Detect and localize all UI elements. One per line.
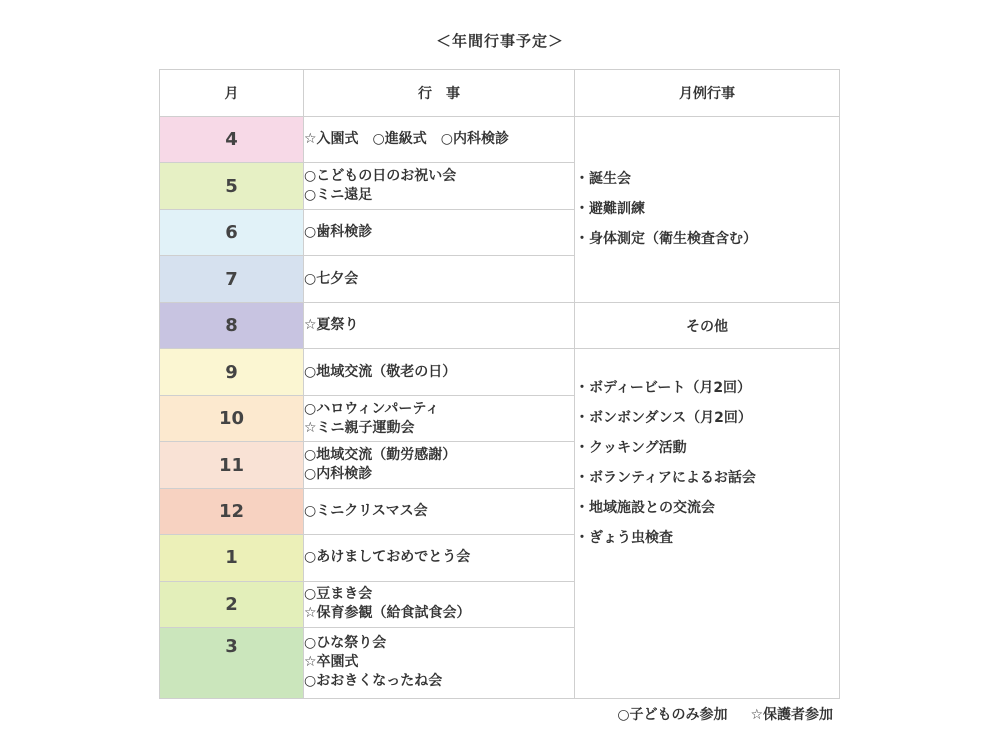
other-event-item: ・ぎょう虫検査: [575, 530, 673, 547]
event-line: ○七夕会: [304, 270, 359, 287]
month-cell: 4: [160, 117, 304, 163]
month-row: [160, 117, 840, 163]
month-cell: 9: [160, 349, 304, 395]
month-row: [160, 302, 840, 348]
table-header-row: [160, 70, 840, 117]
event-cell: [304, 163, 575, 209]
month-cell: 11: [160, 442, 304, 488]
event-line: ☆ミニ親子運動会: [304, 419, 415, 436]
event-cell: [304, 256, 575, 302]
event-cell: [304, 628, 575, 699]
event-line: ○歯科検診: [304, 224, 373, 241]
monthly-event-item: ・誕生会: [575, 171, 631, 188]
month-cell: 2: [160, 581, 304, 627]
event-line: ○内科検診: [304, 466, 373, 483]
month-cell: 1: [160, 535, 304, 581]
month-cell: 3: [160, 628, 304, 699]
event-cell: [304, 349, 575, 395]
month-cell: 12: [160, 488, 304, 534]
other-header-cell: その他: [575, 302, 840, 348]
page-title: ＜年間行事予定＞: [435, 32, 564, 50]
month-row: [160, 349, 840, 395]
event-cell: [304, 395, 575, 441]
event-column-header: 行 事: [304, 70, 575, 117]
event-line: ○おおきくなったね会: [304, 673, 443, 690]
event-line: ☆卒園式: [304, 654, 359, 671]
legend-guardian: ☆保護者参加: [750, 707, 833, 723]
monthly-event-item: ・避難訓練: [575, 201, 645, 218]
other-event-item: ・ボランティアによるお話会: [575, 470, 756, 487]
legend: [617, 704, 833, 724]
event-line: ☆夏祭り: [304, 317, 359, 334]
other-event-item: ・クッキング活動: [575, 440, 687, 457]
month-cell: 5: [160, 163, 304, 209]
legend-child-only: ○子どものみ参加: [617, 707, 728, 723]
regular-column-header: 月例行事: [575, 70, 840, 117]
event-line: ☆保育参観（給食試食会）: [304, 605, 471, 622]
month-column-header: 月: [160, 70, 304, 117]
monthly-events-cell: [575, 117, 840, 303]
monthly-event-item: ・身体測定（衛生検査含む）: [575, 231, 757, 248]
other-events-cell: [575, 349, 840, 699]
event-line: ○地域交流（勤労感謝）: [304, 447, 457, 464]
event-line: ○あけましておめでとう会: [304, 549, 471, 566]
annual-schedule-table: [159, 69, 840, 699]
event-line: ○豆まき会: [304, 586, 373, 603]
event-cell: [304, 442, 575, 488]
schedule-body: [160, 117, 840, 699]
event-line: ☆入園式 ○進級式 ○内科検診: [304, 131, 509, 148]
month-cell: 7: [160, 256, 304, 302]
other-event-item: ・ボンボンダンス（月2回）: [575, 410, 752, 427]
event-cell: [304, 488, 575, 534]
event-line: ○ひな祭り会: [304, 635, 387, 652]
month-cell: 10: [160, 395, 304, 441]
event-line: ○地域交流（敬老の日）: [304, 363, 457, 380]
event-cell: [304, 302, 575, 348]
event-cell: [304, 209, 575, 255]
event-line: ○ミニクリスマス会: [304, 502, 428, 519]
other-event-item: ・地域施設との交流会: [575, 500, 715, 517]
month-cell: 8: [160, 302, 304, 348]
event-line: ○こどもの日のお祝い会: [304, 168, 457, 185]
other-event-item: ・ボディービート（月2回）: [575, 380, 752, 397]
event-cell: [304, 117, 575, 163]
month-cell: 6: [160, 209, 304, 255]
event-line: ○ミニ遠足: [304, 187, 373, 204]
event-line: ○ハロウィンパーティ: [304, 400, 440, 417]
event-cell: [304, 581, 575, 627]
event-cell: [304, 535, 575, 581]
